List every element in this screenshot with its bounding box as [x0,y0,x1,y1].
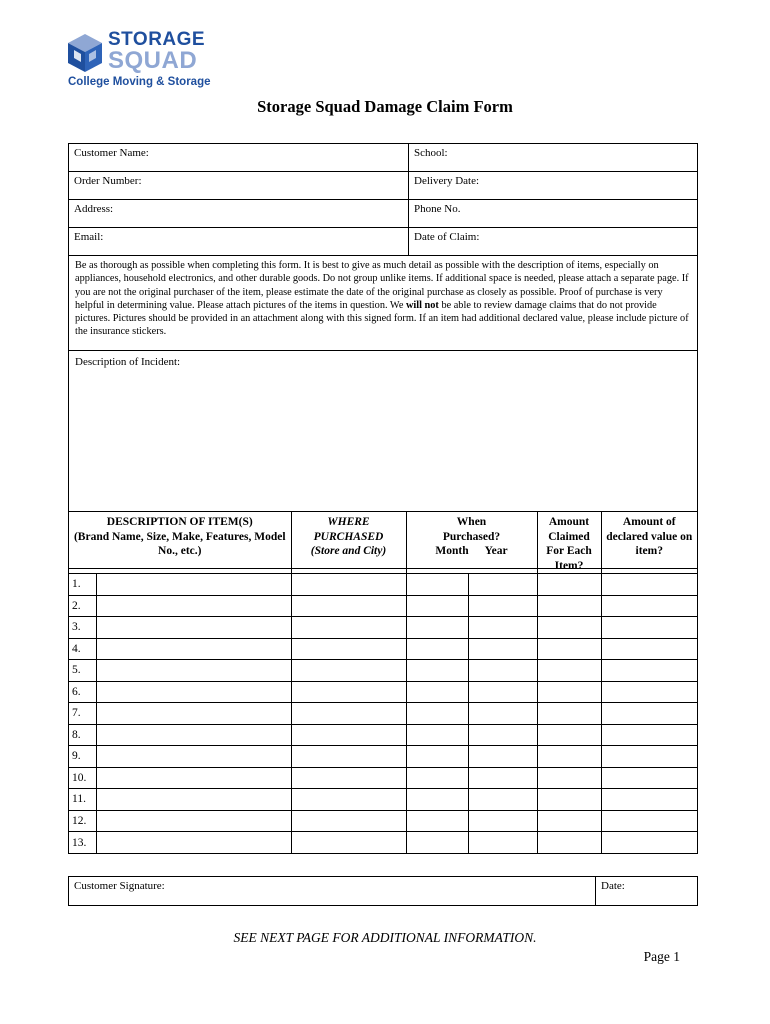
col-when-year: Year [484,545,508,557]
col-where-title: WHERE PURCHASED [313,516,384,543]
declared-value-cell[interactable] [601,767,697,789]
customer-info-section [68,143,698,569]
purchase-month-cell[interactable] [406,617,468,639]
row-number: 9. [69,746,96,768]
amount-claimed-cell[interactable] [537,660,601,682]
purchase-month-cell[interactable] [406,681,468,703]
where-purchased-cell[interactable] [291,660,406,682]
table-row [69,746,697,768]
page-number: Page 1 [643,949,680,964]
purchase-year-cell[interactable] [468,789,537,811]
col-description-subtitle: (Brand Name, Size, Make, Features, Model No., etc.) [73,530,286,557]
declared-value-cell[interactable] [601,703,697,725]
signature-date-field[interactable]: Date: [601,880,625,892]
purchase-month-cell[interactable] [406,767,468,789]
where-purchased-cell[interactable] [291,703,406,725]
signature-section [68,876,698,906]
instructions-bold: will not [405,299,439,311]
row-number: 6. [69,681,96,703]
where-purchased-cell[interactable] [291,789,406,811]
customer-name-field[interactable]: Customer Name: [69,144,409,171]
next-page-notice: SEE NEXT PAGE FOR ADDITIONAL INFORMATION. [233,930,537,945]
amount-claimed-cell[interactable] [537,767,601,789]
school-field[interactable]: School: [414,147,448,159]
col-description-header [69,512,291,574]
amount-claimed-cell[interactable] [537,789,601,811]
item-description-cell[interactable] [96,617,291,639]
col-where-subtitle: (Store and City) [310,545,387,557]
order-number-field[interactable]: Order Number: [69,172,409,199]
row-number: 13. [69,832,96,854]
item-description-cell[interactable] [96,767,291,789]
row-number: 3. [69,617,96,639]
col-where-header [291,512,406,574]
declared-value-cell[interactable] [601,617,697,639]
row-number: 10. [69,767,96,789]
row-number: 12. [69,810,96,832]
row-number: 7. [69,703,96,725]
purchase-month-cell[interactable] [406,810,468,832]
where-purchased-cell[interactable] [291,724,406,746]
items-table [69,512,697,853]
purchase-year-cell[interactable] [468,810,537,832]
table-header-row [69,512,697,574]
item-description-cell[interactable] [96,703,291,725]
purchase-year-cell[interactable] [468,574,537,596]
table-row [69,681,697,703]
where-purchased-cell[interactable] [291,746,406,768]
info-row [69,228,697,256]
amount-claimed-cell[interactable] [537,746,601,768]
phone-field[interactable]: Phone No. [414,203,461,215]
declared-value-cell[interactable] [601,810,697,832]
col-amount-header: Amount Claimed For Each Item? [537,512,601,574]
row-number: 5. [69,660,96,682]
amount-claimed-cell[interactable] [537,703,601,725]
info-row [69,172,697,200]
col-when-header [406,512,537,574]
table-row [69,617,697,639]
table-row [69,660,697,682]
declared-value-cell[interactable] [601,832,697,854]
declared-value-cell[interactable] [601,638,697,660]
amount-claimed-cell[interactable] [537,595,601,617]
declared-value-cell[interactable] [601,574,697,596]
table-row [69,789,697,811]
purchase-year-cell[interactable] [468,595,537,617]
cube-logo-icon [66,32,104,74]
address-field[interactable]: Address: [69,200,409,227]
date-of-claim-field[interactable]: Date of Claim: [414,231,480,243]
logo-word-storage: STORAGE [108,29,206,50]
customer-signature-field[interactable]: Customer Signature: [69,877,596,905]
amount-claimed-cell[interactable] [537,681,601,703]
declared-value-cell[interactable] [601,595,697,617]
storage-squad-logo [66,30,226,92]
purchase-month-cell[interactable] [406,574,468,596]
purchase-year-cell[interactable] [468,617,537,639]
amount-claimed-cell[interactable] [537,832,601,854]
amount-claimed-cell[interactable] [537,810,601,832]
instructions-part2: be able to review damage claims that do not provide pictures. Pictures should be provided in an attachment along with this signed form. If an item had additional declared value, please include picture of the insurance stickers. [75,299,689,338]
items-table-section [68,511,698,854]
amount-claimed-cell[interactable] [537,617,601,639]
where-purchased-cell[interactable] [291,595,406,617]
incident-description-label[interactable]: Description of Incident: [75,356,181,368]
logo-tagline: College Moving & Storage [68,76,211,88]
items-table-body [69,574,697,854]
purchase-month-cell[interactable] [406,595,468,617]
col-when-title: When Purchased? [442,516,501,543]
purchase-year-cell[interactable] [468,681,537,703]
purchase-year-cell[interactable] [468,767,537,789]
where-purchased-cell[interactable] [291,574,406,596]
purchase-month-cell[interactable] [406,724,468,746]
where-purchased-cell[interactable] [291,681,406,703]
where-purchased-cell[interactable] [291,832,406,854]
purchase-month-cell[interactable] [406,746,468,768]
item-description-cell[interactable] [96,810,291,832]
col-description-title: DESCRIPTION OF ITEM(S) [106,516,253,528]
purchase-year-cell[interactable] [468,746,537,768]
item-description-cell[interactable] [96,574,291,596]
declared-value-cell[interactable] [601,681,697,703]
item-description-cell[interactable] [96,681,291,703]
table-row [69,724,697,746]
purchase-year-cell[interactable] [468,703,537,725]
item-description-cell[interactable] [96,746,291,768]
where-purchased-cell[interactable] [291,617,406,639]
email-field[interactable]: Email: [69,228,409,255]
declared-value-cell[interactable] [601,746,697,768]
info-row [69,144,697,172]
table-row [69,595,697,617]
declared-value-cell[interactable] [601,789,697,811]
form-title: Storage Squad Damage Claim Form [257,97,513,116]
col-when-month: Month [435,545,469,557]
item-description-cell[interactable] [96,638,291,660]
info-row [69,200,697,228]
row-number: 1. [69,574,96,596]
purchase-month-cell[interactable] [406,789,468,811]
amount-claimed-cell[interactable] [537,638,601,660]
purchase-month-cell[interactable] [406,832,468,854]
purchase-year-cell[interactable] [468,832,537,854]
item-description-cell[interactable] [96,660,291,682]
row-number: 11. [69,789,96,811]
purchase-year-cell[interactable] [468,638,537,660]
col-when-sub [409,544,535,559]
table-row [69,767,697,789]
purchase-year-cell[interactable] [468,660,537,682]
item-description-cell[interactable] [96,595,291,617]
purchase-month-cell[interactable] [406,660,468,682]
table-row [69,638,697,660]
table-row [69,703,697,725]
purchase-month-cell[interactable] [406,638,468,660]
declared-value-cell[interactable] [601,724,697,746]
amount-claimed-cell[interactable] [537,724,601,746]
table-row [69,810,697,832]
item-description-cell[interactable] [96,832,291,854]
row-number: 4. [69,638,96,660]
table-row [69,574,697,596]
instructions-part1: Be as thorough as possible when completing this form. It is best to give as much detail as possible with the description of items, especially on appliances, household electronics, and other durable goods. Do not group unlike items. If additional space is needed, please attach a separate page. If you are not the original purchaser of the item, please estimate the date of the original purchase as closely as possible. Proof of purchase is very helpful in determining value. Please attach pictures of the items in question. We [75,260,689,311]
delivery-date-field[interactable]: Delivery Date: [414,175,480,187]
purchase-year-cell[interactable] [468,724,537,746]
logo-word-squad: SQUAD [108,47,198,74]
purchase-month-cell[interactable] [406,703,468,725]
col-declared-header: Amount of declared value on item? [601,512,697,574]
amount-claimed-cell[interactable] [537,574,601,596]
instructions-text [69,256,697,351]
where-purchased-cell[interactable] [291,767,406,789]
row-number: 8. [69,724,96,746]
item-description-cell[interactable] [96,724,291,746]
row-number: 2. [69,595,96,617]
item-description-cell[interactable] [96,789,291,811]
declared-value-cell[interactable] [601,660,697,682]
where-purchased-cell[interactable] [291,810,406,832]
table-row [69,832,697,854]
where-purchased-cell[interactable] [291,638,406,660]
